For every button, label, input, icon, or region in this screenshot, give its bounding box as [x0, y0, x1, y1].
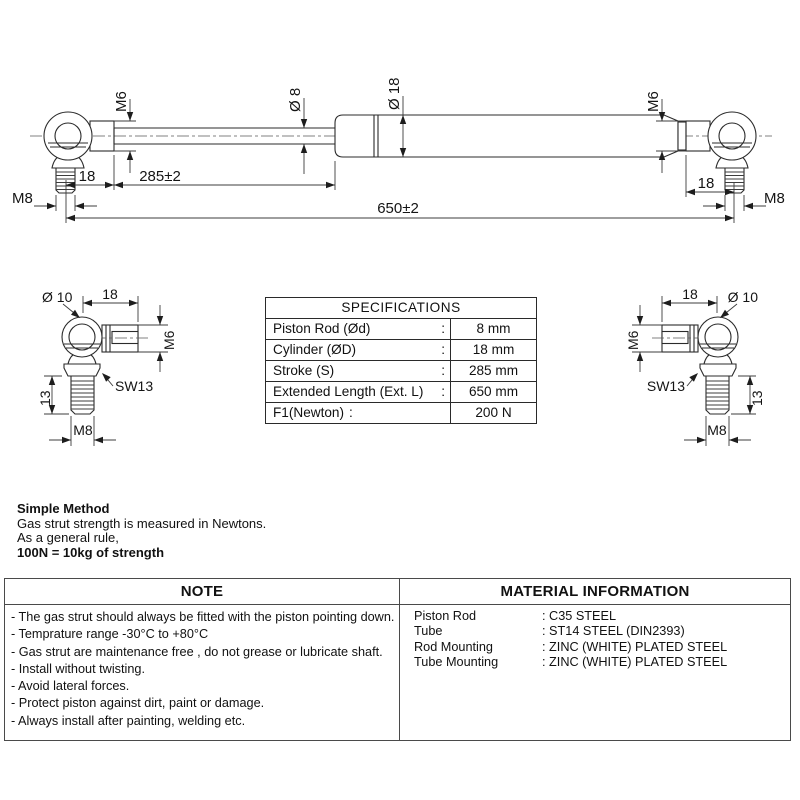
dim-label-18-detail-left: 18 — [102, 286, 118, 302]
material-table — [400, 579, 790, 740]
material-body — [400, 605, 790, 671]
material-value: : ST14 STEEL (DIN2393) — [542, 624, 685, 639]
spec-label: Extended Length (Ext. L) — [273, 384, 424, 399]
dim-label-stroke: 285±2 — [139, 168, 181, 185]
dim-label-m8-detail-right: M8 — [707, 422, 727, 438]
note-item: - Always install after painting, welding etc. — [11, 713, 246, 728]
material-label: Rod Mounting — [414, 639, 493, 654]
dim-label-dia10-left: Ø 10 — [42, 289, 73, 305]
spec-row-piston-rod — [266, 319, 536, 340]
material-row — [406, 624, 784, 639]
spec-row-cylinder — [266, 340, 536, 361]
simple-method-title: Simple Method — [17, 501, 110, 516]
main-drawing — [12, 77, 785, 223]
material-value: : ZINC (WHITE) PLATED STEEL — [542, 655, 728, 670]
spec-label: Cylinder (ØD) — [273, 342, 357, 357]
spec-value: 200 N — [475, 405, 512, 420]
dim-label-sw13-right: SW13 — [646, 378, 685, 394]
dim-label-18-detail-right: 18 — [682, 286, 698, 302]
dim-label-dia8: Ø 8 — [287, 87, 304, 112]
note-body — [5, 605, 399, 730]
simple-method-rule: 100N = 10kg of strength — [17, 544, 165, 560]
dim-label-m6-detail-right: M6 — [625, 330, 641, 350]
dim-label-m8-detail-left: M8 — [73, 422, 93, 438]
dim-label-18-right: 18 — [697, 175, 715, 192]
spec-value: 8 mm — [476, 321, 511, 336]
note-item: - Temprature range -30°C to +80°C — [11, 627, 209, 642]
note-item: - Gas strut are maintenance free , do not grease or lubricate shaft. — [11, 644, 383, 659]
spec-row-extended-length — [266, 382, 536, 403]
simple-method-line: Gas strut strength is measured in Newtons. — [17, 515, 267, 531]
spec-label: Piston Rod (Ød) — [273, 321, 371, 336]
spec-value: 650 mm — [468, 384, 519, 399]
dim-label-m6-detail-left: M6 — [161, 330, 177, 350]
material-label: Piston Rod — [414, 609, 477, 623]
note-table — [5, 579, 400, 740]
dim-label-18-left: 18 — [78, 168, 96, 185]
spec-value: 18 mm — [472, 342, 515, 357]
spec-row-force — [266, 403, 536, 424]
detail-drawing-left — [37, 286, 177, 446]
material-label: Tube — [414, 624, 443, 639]
bottom-info-tables — [4, 578, 791, 741]
specifications-title: SPECIFICATIONS — [266, 298, 536, 319]
dim-label-13-left: 13 — [37, 390, 53, 406]
dim-label-m8-left: M8 — [12, 190, 33, 207]
material-label: Tube Mounting — [414, 655, 499, 670]
spec-colon: : — [441, 384, 445, 399]
dim-label-dia10-right: Ø 10 — [727, 289, 758, 305]
material-header: MATERIAL INFORMATION — [400, 579, 790, 605]
material-value: : ZINC (WHITE) PLATED STEEL — [542, 639, 728, 654]
simple-method-block — [17, 502, 266, 560]
specifications-table — [265, 297, 537, 424]
spec-colon: : — [441, 321, 445, 336]
note-item: - Protect piston against dirt, paint or damage. — [11, 696, 265, 711]
dim-label-sw13-left: SW13 — [115, 378, 154, 394]
material-row — [406, 609, 784, 624]
dim-label-dia18: Ø 18 — [386, 77, 403, 110]
dim-label-total-length: 650±2 — [377, 200, 419, 217]
dim-label-13-right: 13 — [749, 390, 765, 406]
material-row — [406, 640, 784, 655]
dim-label-m8-right: M8 — [764, 190, 785, 207]
detail-drawing-right — [625, 286, 765, 446]
note-item: - Avoid lateral forces. — [11, 679, 130, 694]
spec-label: F1(Newton) — [273, 405, 345, 420]
spec-colon: : — [441, 342, 445, 357]
note-item: - The gas strut should always be fitted with the piston pointing down. — [11, 610, 395, 624]
dim-label-m6-right: M6 — [645, 91, 662, 112]
note-item: - Install without twisting. — [11, 661, 145, 676]
material-value: : C35 STEEL — [542, 609, 617, 623]
simple-method-line: As a general rule, — [17, 530, 119, 546]
note-header: NOTE — [5, 579, 399, 605]
spec-label: Stroke (S) — [273, 363, 335, 378]
material-row — [406, 655, 784, 670]
spec-row-stroke — [266, 361, 536, 382]
spec-value: 285 mm — [468, 363, 519, 378]
spec-colon: : — [441, 363, 445, 378]
dim-label-m6-left: M6 — [113, 91, 130, 112]
spec-colon: : — [349, 405, 353, 420]
